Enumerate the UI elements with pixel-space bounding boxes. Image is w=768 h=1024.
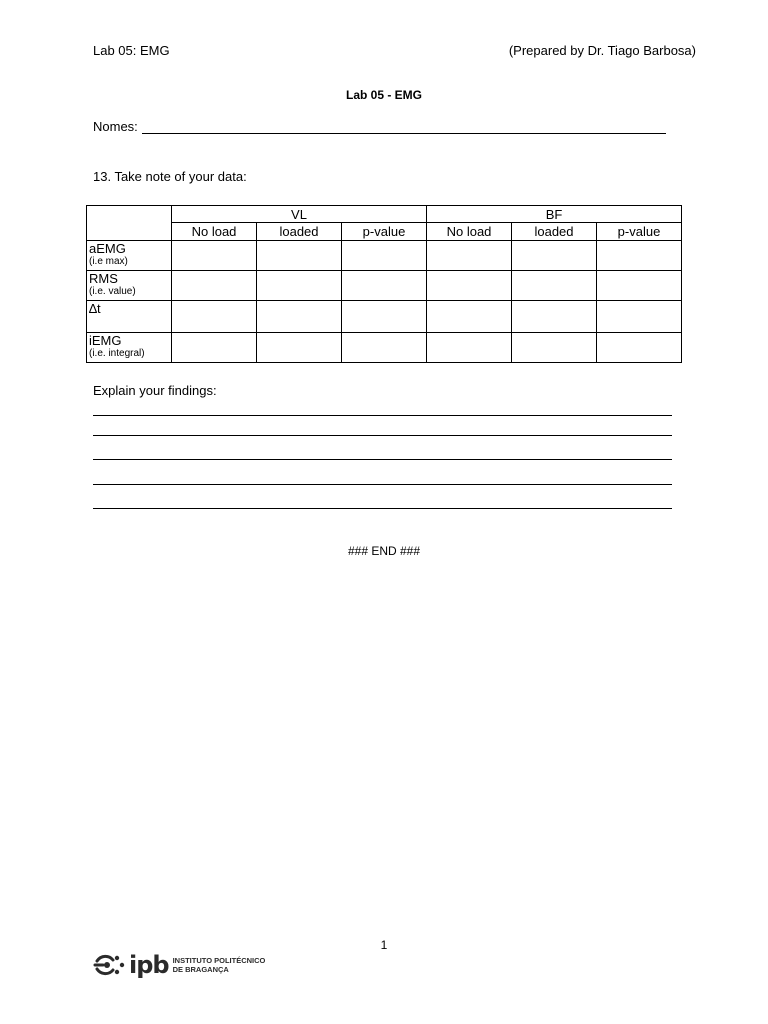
names-field xyxy=(93,119,666,134)
row-label: RMS xyxy=(89,271,118,286)
table-cell[interactable] xyxy=(512,333,597,363)
ipb-emblem-icon xyxy=(93,952,127,978)
row-header-iemg xyxy=(87,333,172,363)
answer-line[interactable] xyxy=(93,415,672,416)
table-cell[interactable] xyxy=(512,271,597,301)
logo-wordmark: ipb xyxy=(129,951,169,979)
header-left: Lab 05: EMG xyxy=(93,43,170,58)
table-cell[interactable] xyxy=(257,333,342,363)
table-cell[interactable] xyxy=(257,271,342,301)
answer-line[interactable] xyxy=(93,459,672,460)
table-row xyxy=(87,271,682,301)
table-cell[interactable] xyxy=(427,301,512,333)
answer-line[interactable] xyxy=(93,508,672,509)
table-cell[interactable] xyxy=(342,333,427,363)
col-header-vl-p-value: p-value xyxy=(342,223,427,241)
logo-institution-name xyxy=(173,956,266,974)
row-sublabel: (i.e. integral) xyxy=(89,348,145,359)
row-header-rms xyxy=(87,271,172,301)
table-cell[interactable] xyxy=(597,271,682,301)
table-cell[interactable] xyxy=(597,333,682,363)
table-cell[interactable] xyxy=(172,301,257,333)
header-right: (Prepared by Dr. Tiago Barbosa) xyxy=(508,43,696,58)
table-cell[interactable] xyxy=(172,333,257,363)
row-label: iEMG xyxy=(89,333,122,348)
col-header-vl-loaded: loaded xyxy=(257,223,342,241)
row-sublabel: (i.e max) xyxy=(89,256,128,267)
table-row xyxy=(87,241,682,271)
table-cell[interactable] xyxy=(597,241,682,271)
table-cell[interactable] xyxy=(512,241,597,271)
table-cell[interactable] xyxy=(427,271,512,301)
data-table xyxy=(86,205,682,363)
table-row xyxy=(87,333,682,363)
table-cell[interactable] xyxy=(512,301,597,333)
logo-line-2: DE BRAGANÇA xyxy=(172,965,229,974)
table-row xyxy=(87,301,682,333)
institution-logo xyxy=(93,952,265,978)
col-header-bf-no-load: No load xyxy=(427,223,512,241)
row-header-aemg xyxy=(87,241,172,271)
table-cell[interactable] xyxy=(342,241,427,271)
row-label: aEMG xyxy=(89,241,126,256)
table-corner-cell xyxy=(87,206,172,241)
row-header-delta-t xyxy=(87,301,172,333)
row-label: ∆t xyxy=(89,301,101,316)
end-marker: ### END ### xyxy=(347,544,421,558)
group-header-vl: VL xyxy=(172,206,427,223)
page-number: 1 xyxy=(380,938,388,952)
question-text: 13. Take note of your data: xyxy=(93,169,247,184)
table-cell[interactable] xyxy=(342,301,427,333)
table-cell[interactable] xyxy=(172,241,257,271)
table-cell[interactable] xyxy=(257,301,342,333)
table-cell[interactable] xyxy=(427,333,512,363)
table-cell[interactable] xyxy=(172,271,257,301)
row-sublabel: (i.e. value) xyxy=(89,286,136,297)
col-header-vl-no-load: No load xyxy=(172,223,257,241)
table-cell[interactable] xyxy=(597,301,682,333)
names-label: Nomes: xyxy=(93,119,138,134)
group-header-bf: BF xyxy=(427,206,682,223)
col-header-bf-loaded: loaded xyxy=(512,223,597,241)
answer-line[interactable] xyxy=(93,435,672,436)
document-title: Lab 05 - EMG xyxy=(345,88,422,102)
table-cell[interactable] xyxy=(342,271,427,301)
table-cell[interactable] xyxy=(257,241,342,271)
explain-label: Explain your findings: xyxy=(93,383,217,398)
names-blank-line[interactable] xyxy=(142,120,666,134)
logo-line-1: INSTITUTO POLITÉCNICO xyxy=(172,956,266,965)
col-header-bf-p-value: p-value xyxy=(597,223,682,241)
table-cell[interactable] xyxy=(427,241,512,271)
answer-line[interactable] xyxy=(93,484,672,485)
